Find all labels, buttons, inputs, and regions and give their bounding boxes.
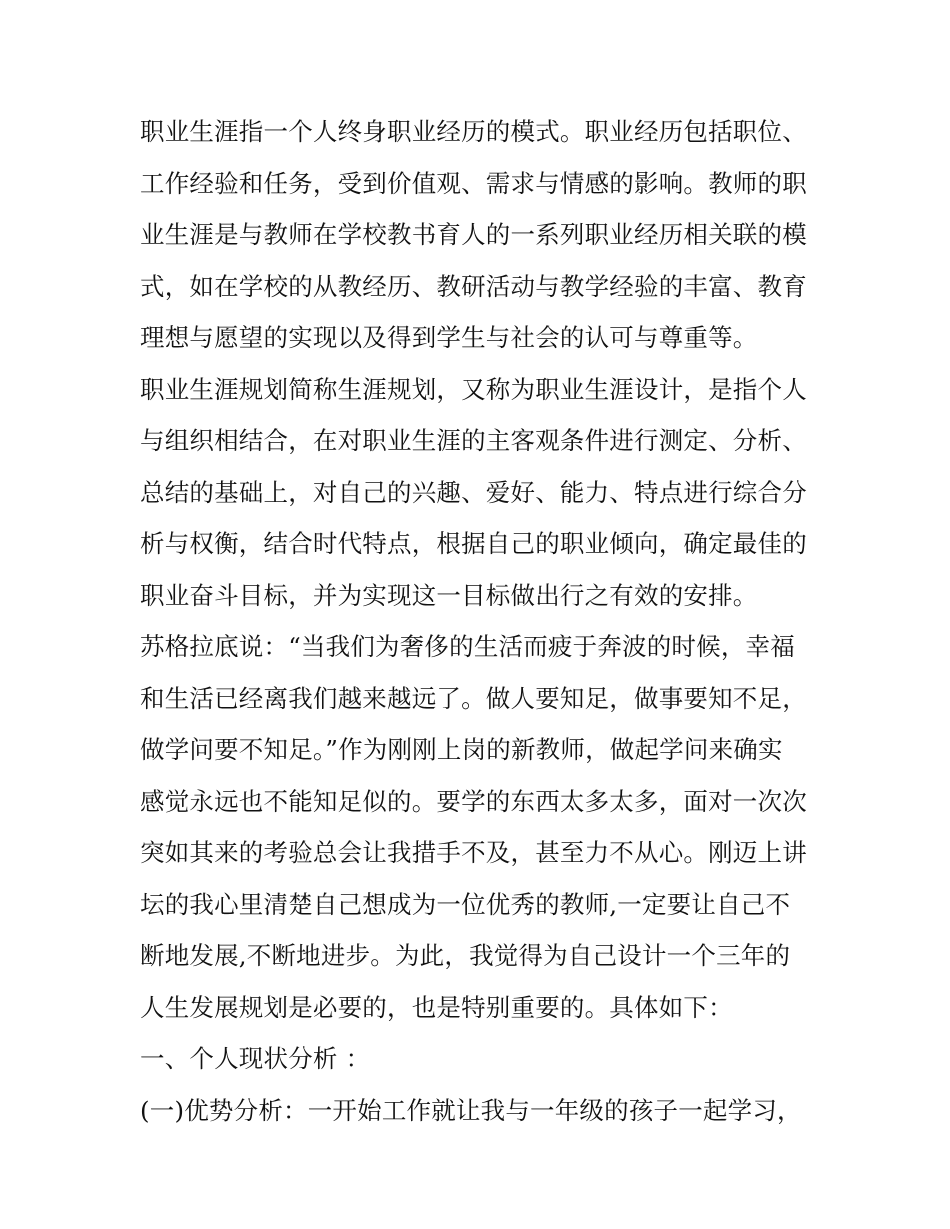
text-line-3: 业生涯是与教师在学校教书育人的一系列职业经历相关联的模	[140, 220, 807, 249]
text-line-13: 做学问要不知足。”作为刚刚上岗的新教师，做起学问来确实	[140, 735, 783, 764]
text-line-20: (一)优势分析：一开始工作就让我与一年级的孩子一起学习，	[140, 1095, 802, 1125]
text-line-8: 总结的基础上，对自己的兴趣、爱好、能力、特点进行综合分	[140, 477, 807, 507]
text-line-12: 和生活已经离我们越来越远了。做人要知足，做事要知不足，	[140, 683, 807, 713]
text-line-1: 职业生涯指一个人终身职业经历的模式。职业经历包括职位、	[140, 117, 807, 146]
text-line-10: 职业奋斗目标，并为实现这一目标做出行之有效的安排。	[140, 580, 758, 610]
body-text	[140, 106, 830, 1136]
text-line-2: 工作经验和任务，受到价值观、需求与情感的影响。教师的职	[140, 168, 807, 198]
text-line-15: 突如其来的考验总会让我措手不及，甚至力不从心。刚迈上讲	[140, 838, 807, 867]
text-line-11: 苏格拉底说：“当我们为奢侈的生活而疲于奔波的时候，幸福	[140, 632, 795, 661]
text-line-6: 职业生涯规划简称生涯规划，又称为职业生涯设计，是指个人	[140, 374, 807, 404]
text-line-7: 与组织相结合，在对职业生涯的主客观条件进行测定、分析、	[140, 426, 807, 455]
text-line-4: 式，如在学校的从教经历、教研活动与教学经验的丰富、教育	[140, 271, 807, 301]
text-line-9: 析与权衡，结合时代特点，根据自己的职业倾向，确定最佳的	[140, 529, 807, 558]
text-line-16: 坛的我心里清楚自己想成为一位优秀的教师,一定要让自己不	[140, 889, 791, 919]
text-line-17: 断地发展,不断地进步。为此，我觉得为自己设计一个三年的	[140, 941, 791, 970]
text-line-19: 一、个人现状分析 ：	[140, 1044, 371, 1073]
text-line-5: 理想与愿望的实现以及得到学生与社会的认可与尊重等。	[140, 323, 758, 352]
text-line-18: 人生发展规划是必要的，也是特别重要的。具体如下：	[140, 992, 733, 1022]
text-line-14: 感觉永远也不能知足似的。要学的东西太多太多，面对一次次	[140, 786, 807, 816]
